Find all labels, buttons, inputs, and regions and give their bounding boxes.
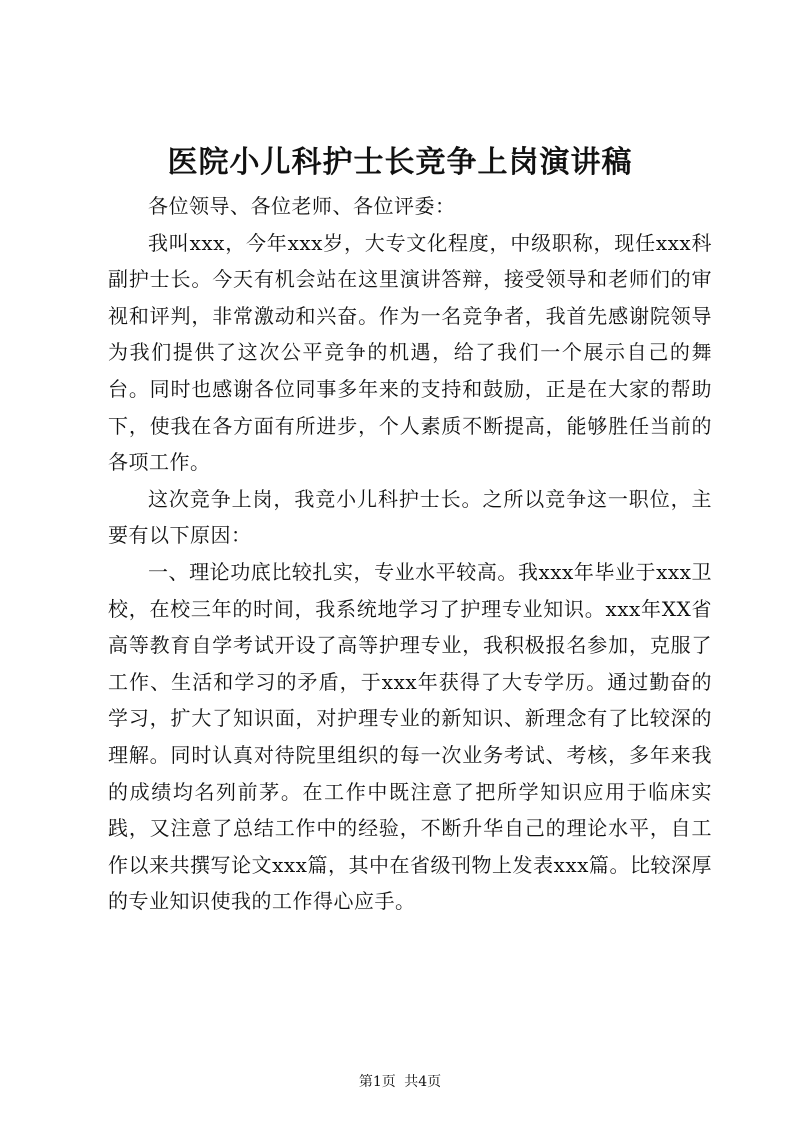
- page-footer: [0, 1072, 800, 1092]
- salutation-paragraph: 各位领导、各位老师、各位评委：: [148, 194, 456, 218]
- reason-intro-paragraph: 这次竞争上岗，我竞小儿科护士长。之所以竞争这一职位，主要有以下原因：: [108, 486, 712, 548]
- page-total: 共4页: [404, 1074, 442, 1090]
- document-body: [108, 188, 712, 920]
- document-title: 医院小儿科护士长竞争上岗演讲稿: [167, 145, 633, 180]
- introduction-paragraph: 我叫xxx，今年xxx岁，大专文化程度，中级职称，现任xxx科副护士长。今天有机会站在这里演讲答辩，接受领导和老师们的审视和评判，非常激动和兴奋。作为一名竞争者，我首先感谢院领导为我们提供了这次公平竞争的机遇，给了我们一个展示自己的舞台。同时也感谢各位同事多年来的支持和鼓励，正是在大家的帮助下，使我在各方面有所进步，个人素质不断提高，能够胜任当前的各项工作。: [108, 230, 712, 475]
- reason-one-paragraph: 一、理论功底比较扎实，专业水平较高。我xxx年毕业于xxx卫校，在校三年的时间，我系统地学习了护理专业知识。xxx年XX省高等教育自学考试开设了高等护理专业，我积极报名参加，克服了工作、生活和学习的矛盾，于xxx年获得了大专学历。通过勤奋的学习，扩大了知识面，对护理专业的新知识、新理念有了比较深的理解。同时认真对待院里组织的每一次业务考试、考核，多年来我的成绩均名列前茅。在工作中既注意了把所学知识应用于临床实践，又注意了总结工作中的经验，不断升华自己的理论水平，自工作以来共撰写论文xxx篇，其中在省级刊物上发表xxx篇。比较深厚的专业知识使我的工作得心应手。: [108, 559, 712, 914]
- page-number: 第1页: [358, 1074, 396, 1090]
